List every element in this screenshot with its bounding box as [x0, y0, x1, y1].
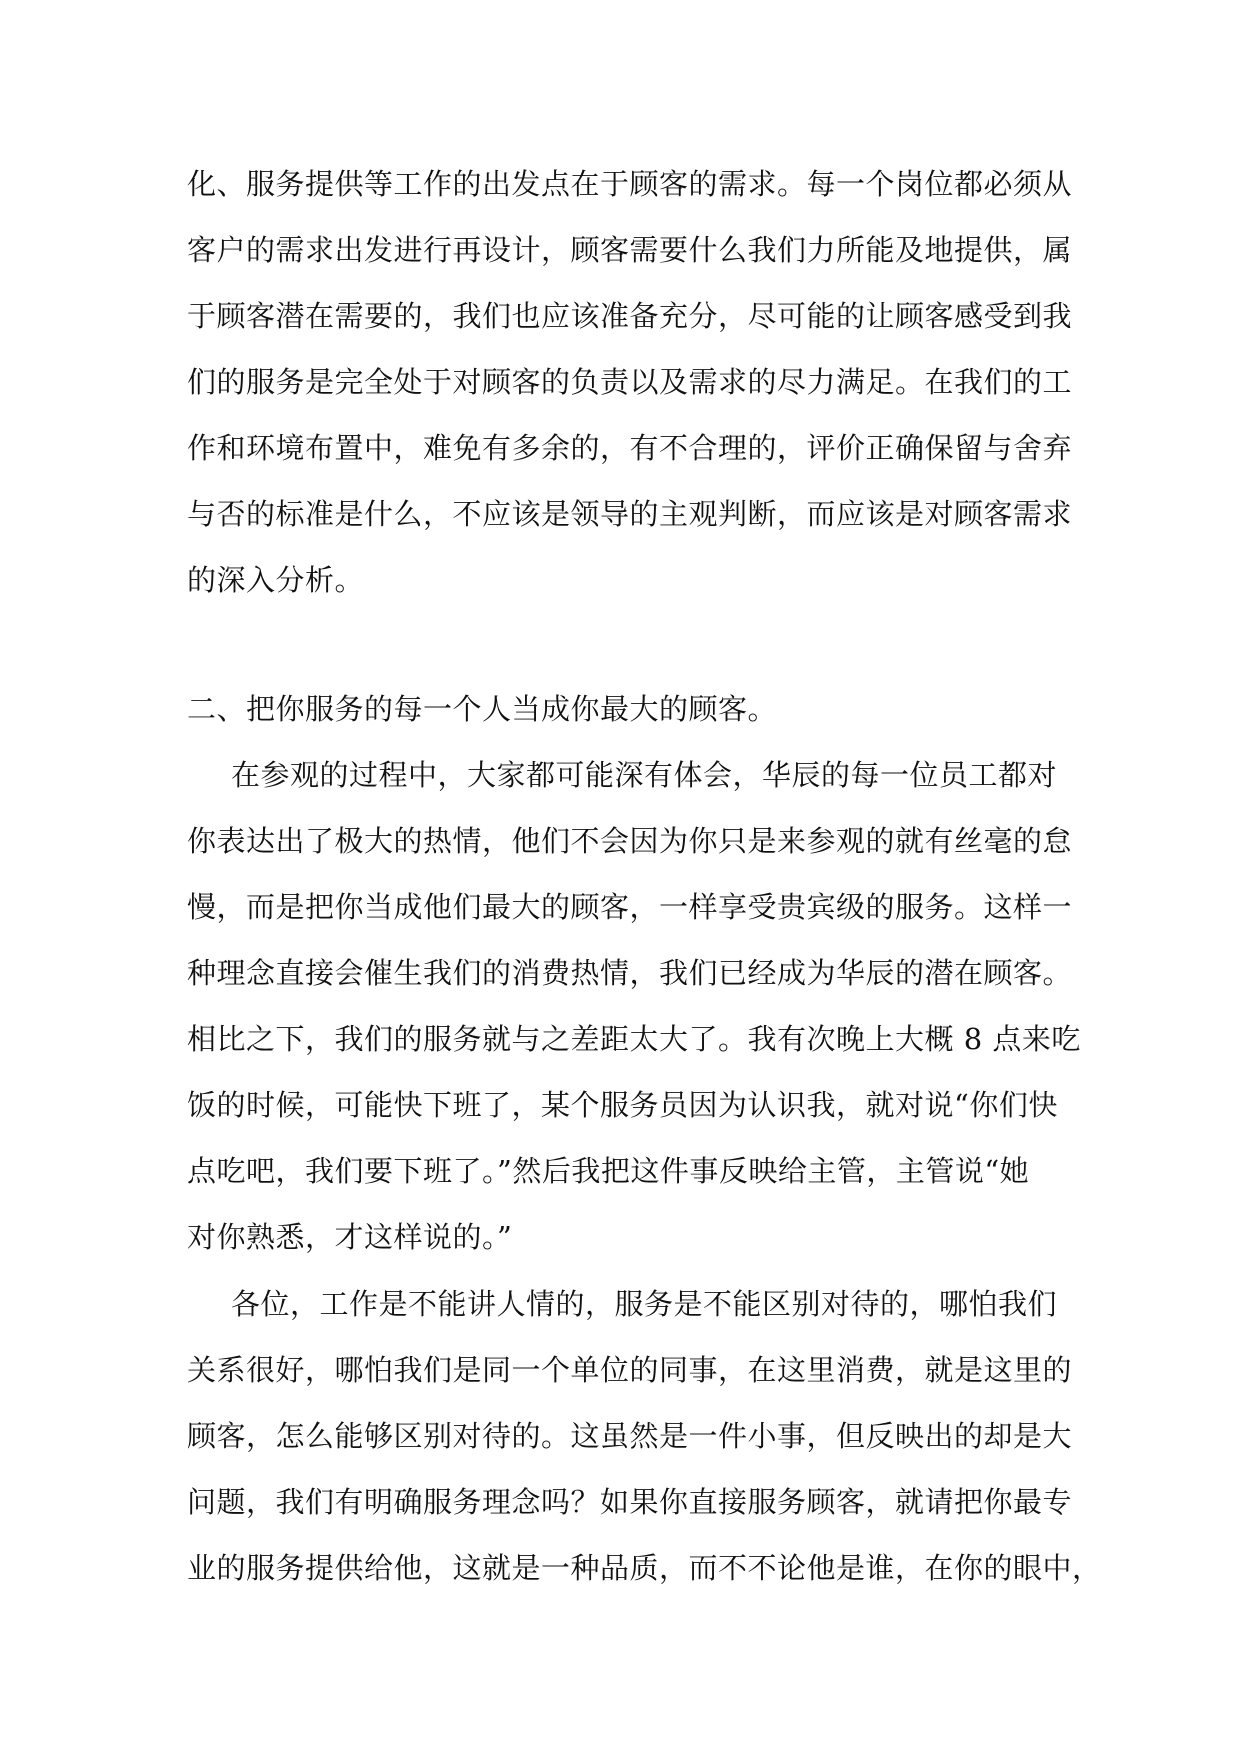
text-line: 饭的时候，可能快下班了，某个服务员因为认识我，就对说“你们快 [187, 1088, 1058, 1122]
text-line: 于顾客潜在需要的，我们也应该准备充分，尽可能的让顾客感受到我 [187, 299, 1073, 333]
text-line: 关系很好，哪怕我们是同一个单位的同事，在这里消费，就是这里的 [187, 1353, 1073, 1387]
text-line: 们的服务是完全处于对顾客的负责以及需求的尽力满足。在我们的工 [187, 365, 1073, 399]
text-line: 各位，工作是不能讲人情的，服务是不能区别对待的，哪怕我们 [231, 1287, 1058, 1321]
section-heading [187, 676, 1057, 742]
text-line: 种理念直接会催生我们的消费热情，我们已经成为华辰的潜在顾客。 [187, 956, 1073, 990]
paragraph-equal-service [187, 1271, 1102, 1601]
text-line: 作和环境布置中，难免有多余的，有不合理的，评价正确保留与舍弃 [187, 431, 1073, 465]
paragraph-visit-experience [187, 742, 1081, 1270]
text-line: 你表达出了极大的热情，他们不会因为你只是来参观的就有丝毫的怠 [187, 824, 1073, 858]
text-line: 对你熟悉，才这样说的。” [187, 1220, 513, 1254]
text-line: 化、服务提供等工作的出发点在于顾客的需求。每一个岗位都必须从 [187, 167, 1073, 201]
text-line: 的深入分析。 [187, 563, 365, 597]
text-line: 业的服务提供给他，这就是一种品质，而不不论他是谁，在你的眼中， [187, 1551, 1102, 1585]
paragraph-customer-needs [187, 151, 1073, 613]
text-line: 点吃吧，我们要下班了。”然后我把这件事反映给主管，主管说“她 [187, 1154, 1030, 1188]
section-heading-text: 二、把你服务的每一个人当成你最大的顾客。 [187, 692, 778, 726]
text-line: 与否的标准是什么，不应该是领导的主观判断，而应该是对顾客需求 [187, 497, 1073, 531]
text-line: 相比之下，我们的服务就与之差距太大了。我有次晚上大概 8 点来吃 [187, 1022, 1081, 1056]
text-line: 顾客，怎么能够区别对待的。这虽然是一件小事，但反映出的却是大 [187, 1419, 1073, 1453]
text-line: 客户的需求出发进行再设计，顾客需要什么我们力所能及地提供，属 [187, 233, 1073, 267]
text-line: 在参观的过程中，大家都可能深有体会，华辰的每一位员工都对 [231, 758, 1058, 792]
text-line: 问题，我们有明确服务理念吗？如果你直接服务顾客，就请把你最专 [187, 1485, 1073, 1519]
text-line: 慢，而是把你当成他们最大的顾客，一样享受贵宾级的服务。这样一 [187, 890, 1073, 924]
